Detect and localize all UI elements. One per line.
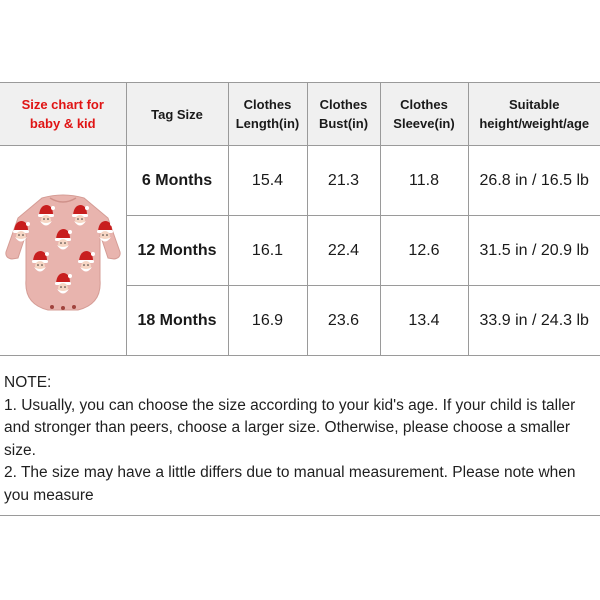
sleeve-cell: 12.6 — [380, 216, 468, 286]
size-chart-table — [0, 82, 600, 356]
suitable-cell: 26.8 in / 16.5 lb — [468, 146, 600, 216]
bust-header-line1: Clothes — [319, 97, 368, 112]
sleeve-header — [380, 83, 468, 146]
bust-cell: 21.3 — [307, 146, 380, 216]
note-item-2: 2. The size may have a little differs due to manual measurement. Please note when you measure — [4, 464, 576, 504]
size-chart-title-line1: Size chart for — [21, 97, 104, 112]
length-header-line2: Length(in) — [235, 116, 300, 131]
notes-heading: NOTE: — [4, 374, 52, 391]
note-item-1: 1. Usually, you can choose the size according to your kid's age. If your child is taller and stronger than peers, choose a larger size. Otherwise, please choose a smaller size. — [4, 396, 576, 459]
table-row — [0, 146, 600, 216]
tag-size-cell: 18 Months — [126, 286, 228, 356]
header-row — [0, 83, 600, 146]
sleeve-cell: 11.8 — [380, 146, 468, 216]
bust-cell: 23.6 — [307, 286, 380, 356]
length-header — [228, 83, 307, 146]
size-chart-title — [0, 83, 126, 146]
length-cell: 15.4 — [228, 146, 307, 216]
length-cell: 16.9 — [228, 286, 307, 356]
suitable-cell: 33.9 in / 24.3 lb — [468, 286, 600, 356]
tag-size-header: Tag Size — [126, 83, 228, 146]
bust-header-line2: Bust(in) — [318, 116, 369, 131]
notes-section — [4, 372, 598, 507]
bust-header — [307, 83, 380, 146]
product-image — [0, 146, 126, 356]
length-cell: 16.1 — [228, 216, 307, 286]
suitable-header-line1: Suitable — [508, 97, 560, 112]
sleeve-header-line2: Sleeve(in) — [393, 116, 455, 131]
bottom-divider — [0, 515, 600, 516]
romper-image — [4, 186, 122, 316]
tag-size-cell: 12 Months — [126, 216, 228, 286]
size-chart-title-line2: baby & kid — [29, 116, 96, 131]
sleeve-header-line1: Clothes — [400, 97, 448, 112]
suitable-header — [468, 83, 600, 146]
sleeve-cell: 13.4 — [380, 286, 468, 356]
bust-cell: 22.4 — [307, 216, 380, 286]
suitable-cell: 31.5 in / 20.9 lb — [468, 216, 600, 286]
length-header-line1: Clothes — [243, 97, 292, 112]
suitable-header-line2: height/weight/age — [479, 116, 590, 131]
tag-size-cell: 6 Months — [126, 146, 228, 216]
